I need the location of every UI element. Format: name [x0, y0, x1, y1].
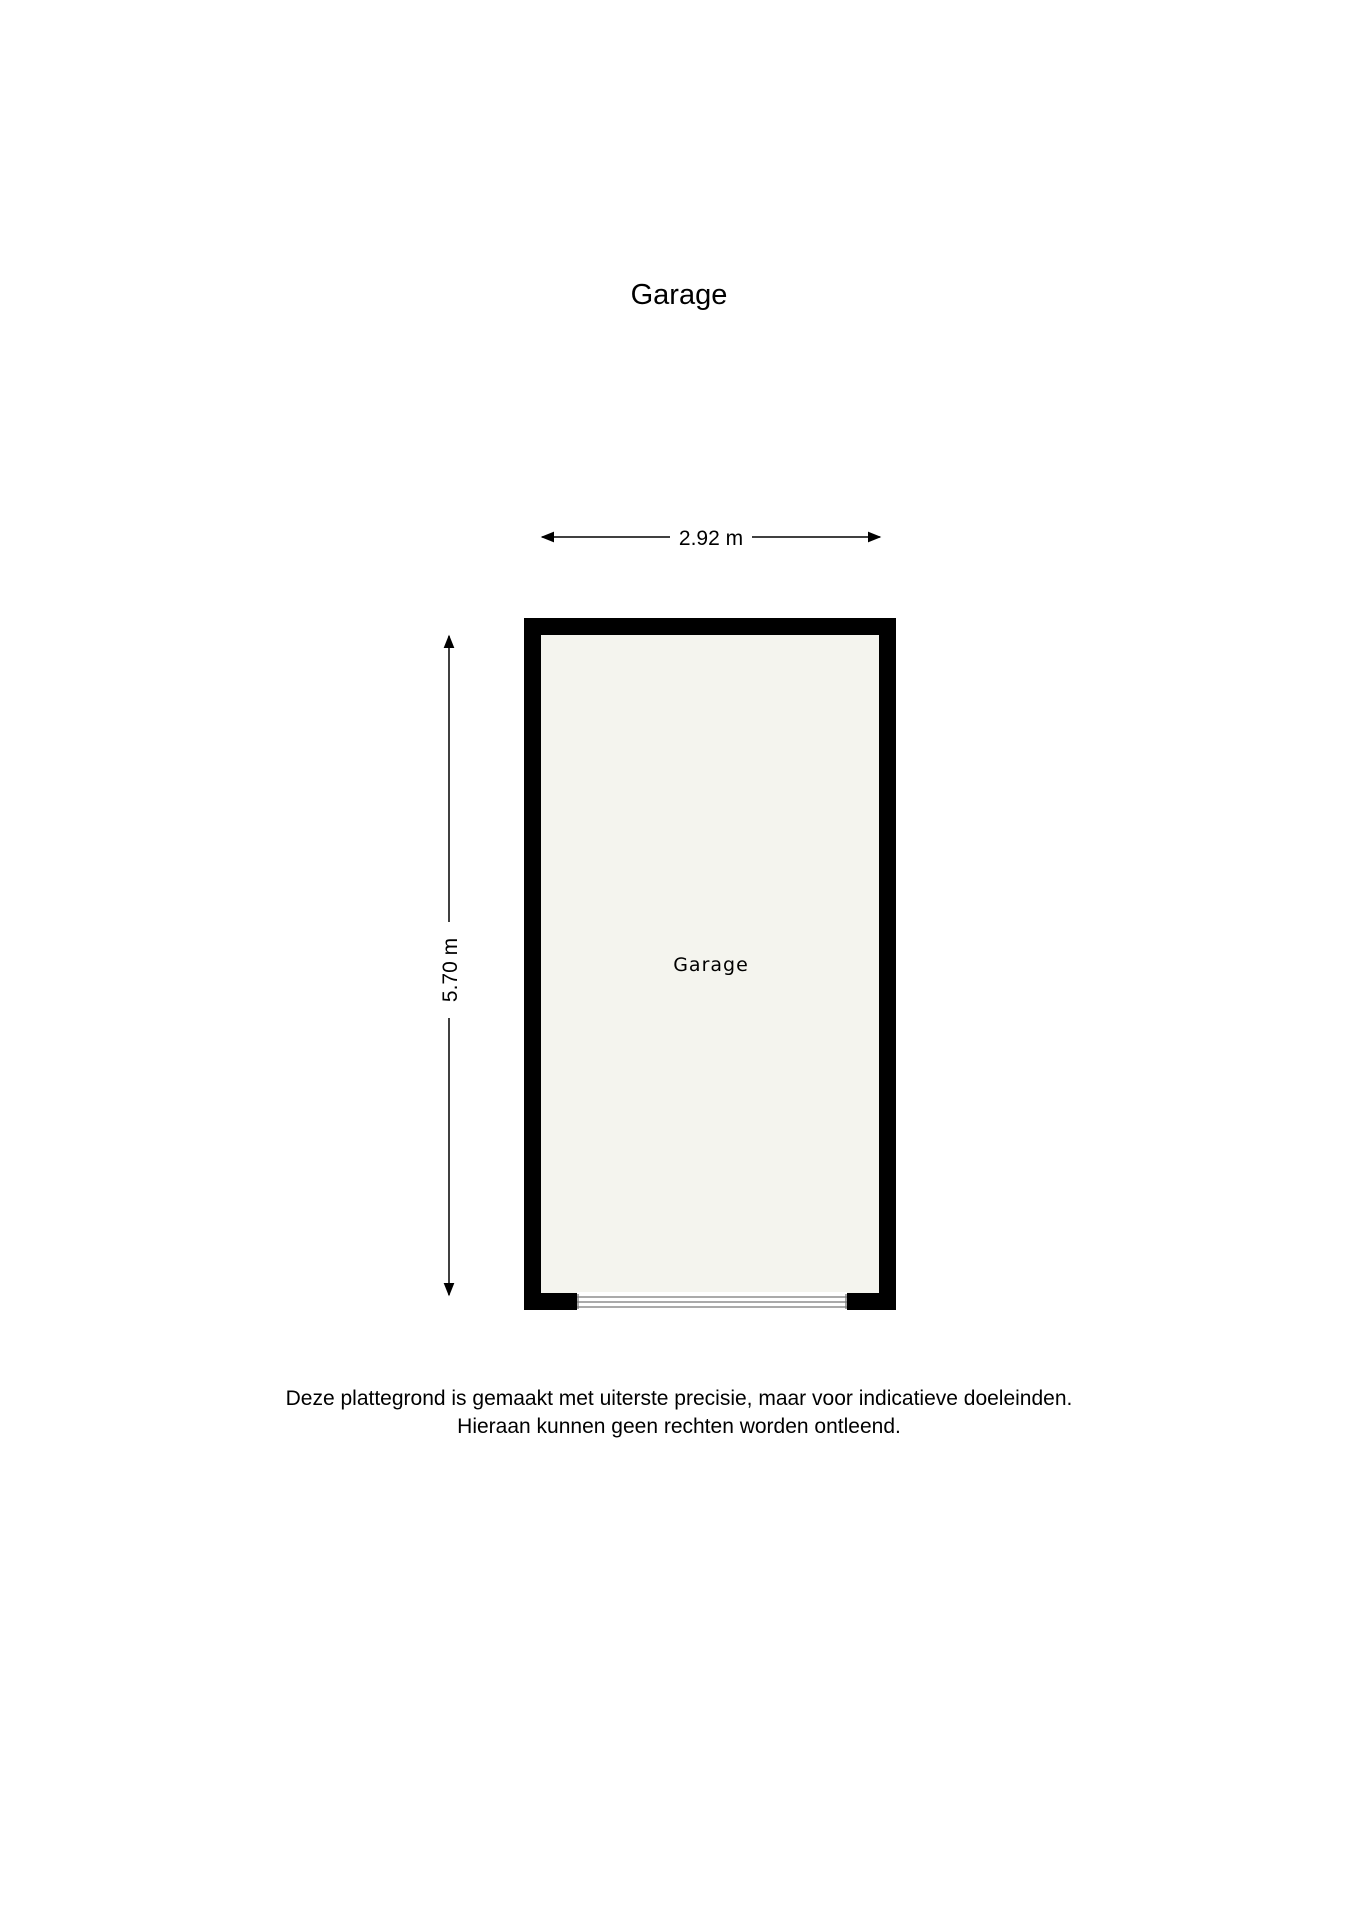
disclaimer-line-1: Deze plattegrond is gemaakt met uiterste precisie, maar voor indicatieve doeleinden.: [285, 1387, 1073, 1410]
width-dimension: [542, 527, 880, 550]
room-label-garage: Garage: [673, 954, 749, 976]
depth-dimension-label: 5.70 m: [439, 937, 462, 1003]
disclaimer-line-2: Hieraan kunnen geen rechten worden ontleend.: [457, 1415, 901, 1438]
garage-room: [524, 618, 896, 1311]
page-title: Garage: [630, 279, 728, 311]
width-dimension-label: 2.92 m: [678, 527, 744, 550]
depth-dimension: [439, 636, 462, 1295]
disclaimer: [0, 1385, 1358, 1441]
